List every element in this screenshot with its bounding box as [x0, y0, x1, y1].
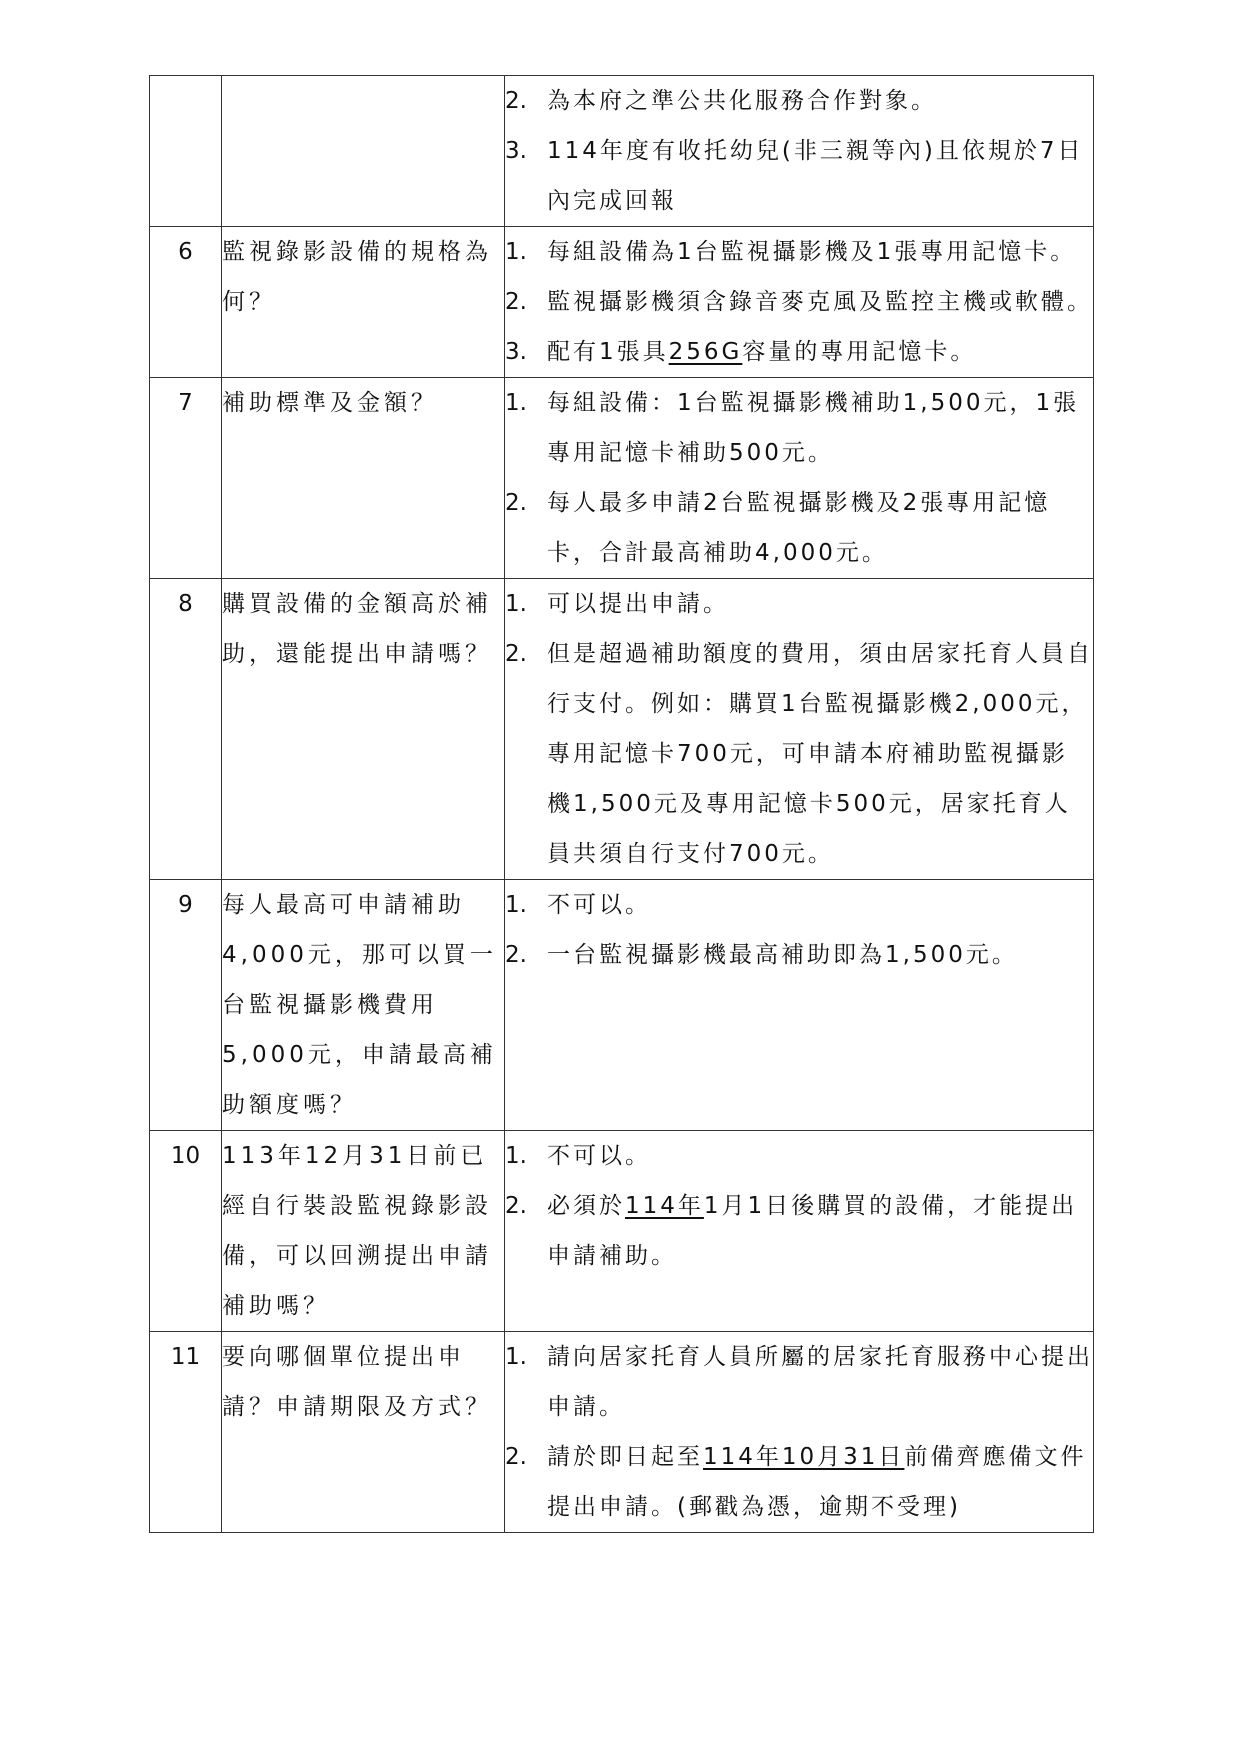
table-row [150, 76, 1094, 227]
row-number: 11 [150, 1332, 222, 1533]
answer-text-pre: 必須於 [547, 1193, 625, 1219]
table-row [150, 579, 1094, 880]
row-answers [505, 579, 1094, 880]
answer-item [505, 930, 1093, 980]
faq-table [149, 75, 1094, 1533]
row-question [222, 76, 505, 227]
row-number: 9 [150, 880, 222, 1131]
answer-text: 監視攝影機須含錄音麥克風及監控主機或軟體。 [547, 289, 1093, 315]
answer-text: 每組設備為1台監視攝影機及1張專用記憶卡。 [547, 239, 1077, 265]
answer-number: 1. [505, 1143, 527, 1169]
row-question: 補助標準及金額？ [222, 378, 505, 579]
answer-item [505, 880, 1093, 930]
answer-item [505, 327, 1093, 377]
answer-item [505, 478, 1093, 578]
answer-item [505, 277, 1093, 327]
answer-text [547, 1432, 1093, 1532]
answer-text-underlined: 114年 [625, 1193, 704, 1219]
answer-text: 可以提出申請。 [547, 591, 729, 617]
table-row [150, 227, 1094, 378]
answer-number: 3. [505, 138, 527, 164]
answer-text: 為本府之準公共化服務合作對象。 [547, 88, 937, 114]
row-answers [505, 378, 1094, 579]
row-number [150, 76, 222, 227]
answer-item [505, 126, 1093, 226]
answer-text-underlined: 114年10月31日 [703, 1444, 905, 1470]
row-answers [505, 76, 1094, 227]
answer-text-post: 前備齊應備文件提出申請。(郵戳為憑，逾期不受理) [547, 1444, 1087, 1520]
answer-number: 2. [505, 641, 527, 667]
answer-text-underlined: 256G [668, 339, 743, 365]
answer-text-post: 1月1日後購買的設備，才能提出申請補助。 [547, 1193, 1078, 1269]
row-question: 要向哪個單位提出申請？申請期限及方式？ [222, 1332, 505, 1533]
answer-number: 2. [505, 1444, 527, 1470]
answer-text: 不可以。 [547, 1143, 651, 1169]
answer-number: 3. [505, 339, 527, 365]
answer-number: 2. [505, 88, 527, 114]
answer-text-pre: 請於即日起至 [547, 1444, 703, 1470]
answer-item [505, 76, 1093, 126]
answer-number: 1. [505, 390, 527, 416]
answer-text: 請向居家托育人員所屬的居家托育服務中心提出申請。 [547, 1344, 1093, 1420]
answer-text: 114年度有收托幼兒(非三親等內)且依規於7日內完成回報 [547, 138, 1084, 214]
table-row [150, 1131, 1094, 1332]
answer-text-pre: 配有1張具 [547, 339, 669, 365]
answer-number: 2. [505, 1193, 527, 1219]
answer-text-post: 容量的專用記憶卡。 [742, 339, 977, 365]
row-number: 6 [150, 227, 222, 378]
answer-number: 2. [505, 942, 527, 968]
row-question: 購買設備的金額高於補助，還能提出申請嗎？ [222, 579, 505, 880]
answer-number: 1. [505, 591, 527, 617]
row-question: 113年12月31日前已經自行裝設監視錄影設備，可以回溯提出申請補助嗎？ [222, 1131, 505, 1332]
row-number: 8 [150, 579, 222, 880]
row-answers [505, 1332, 1094, 1533]
answer-item [505, 227, 1093, 277]
answer-number: 1. [505, 892, 527, 918]
answer-item [505, 1131, 1093, 1181]
row-question: 監視錄影設備的規格為何？ [222, 227, 505, 378]
answer-text: 但是超過補助額度的費用，須由居家托育人員自行支付。例如：購買1台監視攝影機2,000元，專用記憶卡700元，可申請本府補助監視攝影機1,500元及專用記憶卡500元，居家托育人員共須自行支付700元。 [547, 641, 1093, 867]
answer-item [505, 1332, 1093, 1432]
answer-text: 不可以。 [547, 892, 651, 918]
table-row [150, 378, 1094, 579]
answer-text [547, 327, 1093, 377]
row-question: 每人最高可申請補助4,000元，那可以買一台監視攝影機費用5,000元，申請最高補助額度嗎？ [222, 880, 505, 1131]
table-row [150, 880, 1094, 1131]
answer-text: 一台監視攝影機最高補助即為1,500元。 [547, 942, 1018, 968]
row-number: 7 [150, 378, 222, 579]
answer-number: 1. [505, 239, 527, 265]
answer-number: 2. [505, 289, 527, 315]
row-answers [505, 227, 1094, 378]
answer-text [547, 1181, 1093, 1281]
answer-item [505, 629, 1093, 879]
answer-text: 每組設備：1台監視攝影機補助1,500元，1張專用記憶卡補助500元。 [547, 390, 1080, 466]
row-answers [505, 880, 1094, 1131]
answer-text: 每人最多申請2台監視攝影機及2張專用記憶卡，合計最高補助4,000元。 [547, 490, 1051, 566]
answer-number: 2. [505, 490, 527, 516]
answer-number: 1. [505, 1344, 527, 1370]
row-answers [505, 1131, 1094, 1332]
row-number: 10 [150, 1131, 222, 1332]
answer-item [505, 579, 1093, 629]
answer-item [505, 1181, 1093, 1281]
answer-item [505, 378, 1093, 478]
table-row [150, 1332, 1094, 1533]
answer-item [505, 1432, 1093, 1532]
